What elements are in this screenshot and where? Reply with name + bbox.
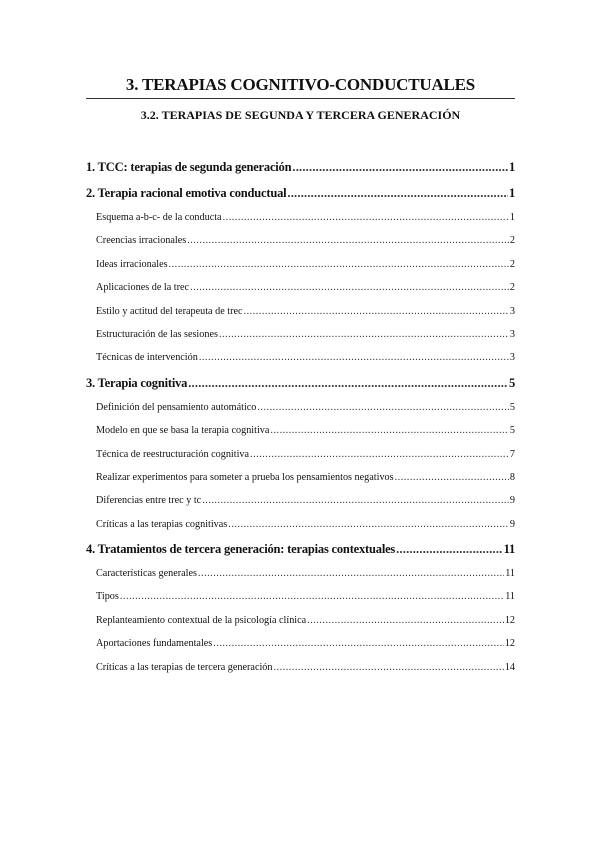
toc-subsection-entry[interactable] (86, 449, 515, 472)
toc-entry-title: Diferencias entre trec y tc (96, 495, 202, 507)
toc-entry-title: Características generales (96, 568, 197, 580)
toc-subsection-entry[interactable] (86, 519, 515, 542)
toc-dot-leader (307, 615, 504, 626)
toc-subsection-entry[interactable] (86, 306, 515, 329)
toc-subsection-entry[interactable] (86, 259, 515, 282)
toc-dot-leader (190, 282, 509, 293)
toc-page-number: 8 (509, 471, 515, 483)
toc-dot-leader (244, 306, 509, 317)
document-subtitle: 3.2. TERAPIAS DE SEGUNDA Y TERCERA GENERACIÓN (140, 108, 461, 122)
toc-dot-leader (188, 376, 508, 391)
toc-entry-title: Críticas a las terapias cognitivas (96, 518, 228, 530)
toc-dot-leader (257, 402, 509, 413)
toc-section-entry[interactable] (86, 542, 515, 568)
toc-page-number: 3 (509, 352, 515, 364)
toc-entry-title: Estilo y actitud del terapeuta de trec (96, 305, 243, 317)
toc-page-number: 9 (509, 518, 515, 530)
toc-page-number: 2 (509, 235, 515, 247)
toc-dot-leader (219, 329, 509, 340)
toc-page-number: 5 (509, 425, 515, 437)
toc-page-number: 1 (508, 186, 515, 200)
table-of-contents (86, 160, 515, 685)
toc-subsection-entry[interactable] (86, 662, 515, 685)
toc-entry-title: 3. Terapia cognitiva (86, 375, 188, 390)
toc-subsection-entry[interactable] (86, 568, 515, 591)
toc-page-number: 7 (509, 448, 515, 460)
toc-dot-leader (187, 235, 509, 246)
toc-subsection-entry[interactable] (86, 352, 515, 375)
toc-dot-leader (120, 591, 504, 602)
toc-entry-title: Creencias irracionales (96, 235, 187, 247)
toc-dot-leader (199, 352, 509, 363)
toc-page-number: 11 (505, 568, 515, 580)
toc-dot-leader (274, 662, 504, 673)
toc-entry-title: Técnica de reestructuración cognitiva (96, 448, 250, 460)
toc-section-entry[interactable] (86, 160, 515, 186)
toc-entry-title: Realizar experimentos para someter a prueba los pensamientos negativos (96, 471, 394, 483)
toc-dot-leader (292, 160, 508, 175)
toc-entry-title: Técnicas de intervención (96, 352, 198, 364)
toc-entry-title: Ideas irracionales (96, 258, 168, 270)
toc-section-entry[interactable] (86, 376, 515, 402)
toc-page-number: 1 (509, 212, 515, 223)
toc-subsection-entry[interactable] (86, 591, 515, 614)
toc-subsection-entry[interactable] (86, 615, 515, 638)
toc-subsection-entry[interactable] (86, 235, 515, 258)
toc-subsection-entry[interactable] (86, 495, 515, 518)
title-underline (86, 98, 515, 99)
toc-page-number: 12 (504, 638, 515, 650)
toc-page-number: 14 (504, 661, 515, 673)
toc-entry-title: Aplicaciones de la trec (96, 282, 190, 294)
toc-dot-leader (223, 212, 509, 223)
toc-entry-title: Aportaciones fundamentales (96, 638, 213, 650)
toc-dot-leader (270, 425, 508, 436)
toc-subsection-entry[interactable] (86, 402, 515, 425)
toc-dot-leader (250, 449, 509, 460)
toc-entry-title: 1. TCC: terapias de segunda generación (86, 160, 292, 174)
toc-subsection-entry[interactable] (86, 282, 515, 305)
toc-entry-title: Definición del pensamiento automático (96, 401, 257, 413)
toc-page-number: 3 (509, 328, 515, 340)
toc-dot-leader (228, 519, 509, 530)
toc-page-number: 11 (503, 542, 515, 557)
toc-page-number: 9 (509, 495, 515, 507)
toc-entry-title: 4. Tratamientos de tercera generación: terapias contextuales (86, 542, 396, 557)
toc-subsection-entry[interactable] (86, 638, 515, 661)
toc-dot-leader (198, 568, 504, 579)
toc-entry-title: Críticas a las terapias de tercera generación (96, 661, 273, 673)
toc-page-number: 2 (509, 282, 515, 294)
toc-entry-title: 2. Terapia racional emotiva conductual (86, 186, 287, 200)
toc-dot-leader (169, 259, 509, 270)
document-title: 3. TERAPIAS COGNITIVO-CONDUCTUALES (125, 75, 476, 94)
toc-entry-title: Replanteamiento contextual de la psicología clínica (96, 614, 307, 626)
toc-dot-leader (202, 495, 509, 506)
toc-dot-leader (213, 638, 504, 649)
toc-page-number: 1 (508, 160, 515, 174)
toc-subsection-entry[interactable] (86, 212, 515, 235)
toc-entry-title: Modelo en que se basa la terapia cognitiva (96, 425, 270, 437)
toc-page-number: 12 (504, 614, 515, 626)
toc-page-number: 2 (509, 258, 515, 270)
toc-subsection-entry[interactable] (86, 329, 515, 352)
toc-page-number: 11 (505, 591, 515, 603)
toc-entry-title: Esquema a-b-c- de la conducta (96, 212, 222, 223)
toc-dot-leader (396, 542, 502, 557)
toc-subsection-entry[interactable] (86, 472, 515, 495)
toc-entry-title: Tipos (96, 591, 119, 603)
toc-page-number: 3 (509, 305, 515, 317)
toc-dot-leader (287, 186, 508, 201)
toc-entry-title: Estructuración de las sesiones (96, 328, 218, 340)
toc-page-number: 5 (509, 401, 515, 413)
toc-subsection-entry[interactable] (86, 425, 515, 448)
toc-page-number: 5 (508, 375, 515, 390)
toc-dot-leader (395, 472, 509, 483)
toc-section-entry[interactable] (86, 186, 515, 212)
